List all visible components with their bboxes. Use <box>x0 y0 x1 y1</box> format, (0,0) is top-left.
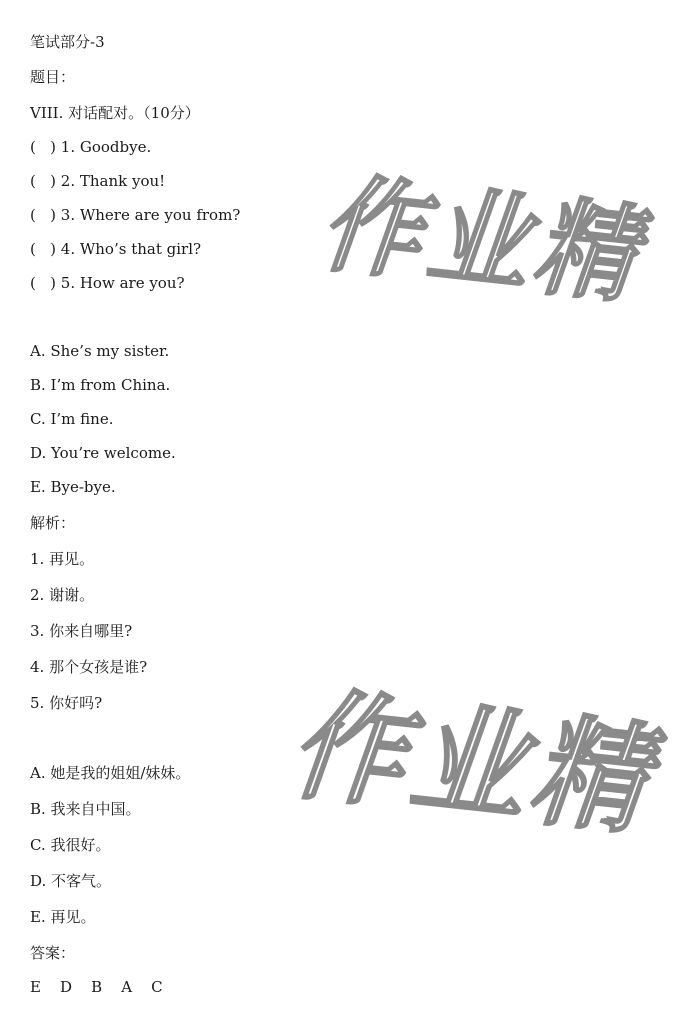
question-heading: VIII. 对话配对。（10分） <box>30 104 200 122</box>
analysis-item: 4. 那个女孩是谁? <box>30 658 148 676</box>
analysis-item: 2. 谢谢。 <box>30 586 95 604</box>
answer-label: 答案： <box>30 944 76 962</box>
question-item: ( ) 1. Goodbye. <box>30 138 152 156</box>
analysis-item: 3. 你来自哪里? <box>30 622 133 640</box>
analysis-option: D. 不客气。 <box>30 872 112 890</box>
question-item: ( ) 2. Thank you! <box>30 172 166 190</box>
analysis-option: C. 我很好。 <box>30 836 111 854</box>
question-item: ( ) 4. Who’s that girl? <box>30 240 202 258</box>
analysis-option: E. 再见。 <box>30 908 96 926</box>
question-item: ( ) 5. How are you? <box>30 274 185 292</box>
question-option: E. Bye-bye. <box>30 478 116 496</box>
question-option: A. She’s my sister. <box>30 342 170 360</box>
watermark-bottom: 作业精 <box>277 675 687 852</box>
answer-value: E D B A C <box>30 978 163 996</box>
watermark-top: 作业精 <box>308 162 672 319</box>
question-option: D. You’re welcome. <box>30 444 176 462</box>
question-option: B. I’m from China. <box>30 376 171 394</box>
analysis-item: 5. 你好吗? <box>30 694 103 712</box>
analysis-item: 1. 再见。 <box>30 550 95 568</box>
question-item: ( ) 3. Where are you from? <box>30 206 241 224</box>
question-label: 题目： <box>30 68 76 86</box>
question-option: C. I’m fine. <box>30 410 114 428</box>
analysis-label: 解析： <box>30 514 76 532</box>
analysis-option: A. 她是我的姐姐/妹妹。 <box>30 764 191 782</box>
section-title: 笔试部分-3 <box>30 33 105 51</box>
analysis-option: B. 我来自中国。 <box>30 800 141 818</box>
